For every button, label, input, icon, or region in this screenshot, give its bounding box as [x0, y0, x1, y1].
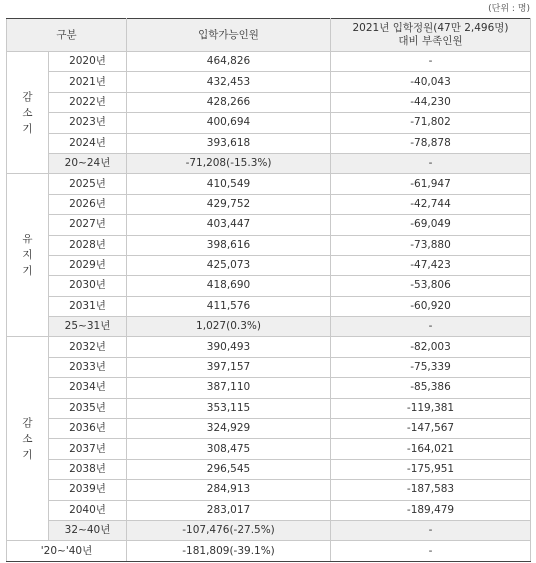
period-label-char: 기 — [22, 448, 33, 461]
shortfall-cell: -175,951 — [331, 459, 531, 479]
table-row — [7, 500, 531, 520]
period-label — [7, 174, 49, 337]
shortfall-cell: -61,947 — [331, 174, 531, 194]
table-row — [7, 92, 531, 112]
shortfall-cell: -187,583 — [331, 480, 531, 500]
table-row — [7, 480, 531, 500]
capacity-cell: 429,752 — [127, 194, 331, 214]
period-label-char: 기 — [22, 265, 33, 278]
year-cell: 2029년 — [49, 255, 127, 275]
capacity-cell: 393,618 — [127, 133, 331, 153]
capacity-cell: 308,475 — [127, 439, 331, 459]
period-label-char: 소 — [22, 432, 33, 445]
period-label — [7, 337, 49, 541]
year-cell: 2023년 — [49, 113, 127, 133]
table-header-row — [7, 19, 531, 52]
shortfall-cell: -82,003 — [331, 337, 531, 357]
table-row — [7, 113, 531, 133]
unit-label: (단위 : 명) — [488, 4, 530, 14]
subtotal-capacity: -107,476(-27.5%) — [127, 520, 331, 540]
capacity-cell: 425,073 — [127, 255, 331, 275]
table-row — [7, 419, 531, 439]
capacity-cell: 387,110 — [127, 378, 331, 398]
header-category: 구분 — [7, 19, 127, 52]
table-row — [7, 296, 531, 316]
capacity-cell: 410,549 — [127, 174, 331, 194]
period-label — [7, 52, 49, 174]
subtotal-shortfall: - — [331, 153, 531, 173]
year-cell: 2034년 — [49, 378, 127, 398]
year-cell: 2039년 — [49, 480, 127, 500]
table-row — [7, 235, 531, 255]
year-cell: 2020년 — [49, 52, 127, 72]
table-row — [7, 459, 531, 479]
subtotal-capacity: 1,027(0.3%) — [127, 317, 331, 337]
capacity-cell: 390,493 — [127, 337, 331, 357]
subtotal-row — [7, 153, 531, 173]
year-cell: 2025년 — [49, 174, 127, 194]
shortfall-cell: -42,744 — [331, 194, 531, 214]
period-label-char: 유 — [22, 233, 33, 246]
shortfall-cell: -73,880 — [331, 235, 531, 255]
year-cell: 2033년 — [49, 357, 127, 377]
table-row — [7, 215, 531, 235]
year-cell: 2021년 — [49, 72, 127, 92]
subtotal-row — [7, 520, 531, 540]
shortfall-cell: - — [331, 52, 531, 72]
capacity-cell: 397,157 — [127, 357, 331, 377]
total-shortfall: - — [331, 541, 531, 561]
table-row — [7, 378, 531, 398]
capacity-cell: 464,826 — [127, 52, 331, 72]
shortfall-cell: -147,567 — [331, 419, 531, 439]
header-capacity: 입학가능인원 — [127, 19, 331, 52]
capacity-cell: 418,690 — [127, 276, 331, 296]
header-shortfall — [331, 19, 531, 52]
capacity-cell: 296,545 — [127, 459, 331, 479]
table-row — [7, 337, 531, 357]
period-label-char: 감 — [22, 416, 33, 429]
capacity-cell: 400,694 — [127, 113, 331, 133]
capacity-cell: 284,913 — [127, 480, 331, 500]
enrollment-table — [6, 18, 531, 562]
year-cell: 2022년 — [49, 92, 127, 112]
shortfall-cell: -44,230 — [331, 92, 531, 112]
year-cell: 2024년 — [49, 133, 127, 153]
table-row — [7, 194, 531, 214]
subtotal-shortfall: - — [331, 317, 531, 337]
period-label-char: 지 — [22, 249, 33, 262]
capacity-cell: 428,266 — [127, 92, 331, 112]
table-row — [7, 439, 531, 459]
shortfall-cell: -78,878 — [331, 133, 531, 153]
period-label-char: 기 — [22, 122, 33, 135]
table-row — [7, 357, 531, 377]
capacity-cell: 283,017 — [127, 500, 331, 520]
year-cell: 2037년 — [49, 439, 127, 459]
capacity-cell: 353,115 — [127, 398, 331, 418]
capacity-cell: 398,616 — [127, 235, 331, 255]
year-cell: 2032년 — [49, 337, 127, 357]
subtotal-label: 25~31년 — [49, 317, 127, 337]
subtotal-label: 20~24년 — [49, 153, 127, 173]
year-cell: 2026년 — [49, 194, 127, 214]
table-row — [7, 276, 531, 296]
shortfall-cell: -40,043 — [331, 72, 531, 92]
shortfall-cell: -71,802 — [331, 113, 531, 133]
year-cell: 2031년 — [49, 296, 127, 316]
shortfall-cell: -60,920 — [331, 296, 531, 316]
table-row — [7, 133, 531, 153]
table-row — [7, 52, 531, 72]
shortfall-cell: -119,381 — [331, 398, 531, 418]
shortfall-cell: -189,479 — [331, 500, 531, 520]
total-row — [7, 541, 531, 561]
table-row — [7, 72, 531, 92]
period-label-char: 소 — [22, 106, 33, 119]
subtotal-capacity: -71,208(-15.3%) — [127, 153, 331, 173]
year-cell: 2028년 — [49, 235, 127, 255]
header-shortfall-line2: 대비 부족인원 — [398, 35, 463, 47]
shortfall-cell: -164,021 — [331, 439, 531, 459]
shortfall-cell: -69,049 — [331, 215, 531, 235]
shortfall-cell: -85,386 — [331, 378, 531, 398]
subtotal-label: 32~40년 — [49, 520, 127, 540]
total-capacity: -181,809(-39.1%) — [127, 541, 331, 561]
capacity-cell: 324,929 — [127, 419, 331, 439]
year-cell: 2036년 — [49, 419, 127, 439]
capacity-cell: 403,447 — [127, 215, 331, 235]
year-cell: 2030년 — [49, 276, 127, 296]
year-cell: 2040년 — [49, 500, 127, 520]
total-label: '20~'40년 — [7, 541, 127, 561]
year-cell: 2038년 — [49, 459, 127, 479]
table-row — [7, 398, 531, 418]
shortfall-cell: -47,423 — [331, 255, 531, 275]
table-body — [7, 52, 531, 562]
period-label-char: 감 — [22, 90, 33, 103]
shortfall-cell: -75,339 — [331, 357, 531, 377]
shortfall-cell: -53,806 — [331, 276, 531, 296]
table-row — [7, 174, 531, 194]
table-row — [7, 255, 531, 275]
subtotal-row — [7, 317, 531, 337]
year-cell: 2027년 — [49, 215, 127, 235]
header-shortfall-line1: 2021년 입학정원(47만 2,496명) — [352, 22, 509, 34]
capacity-cell: 432,453 — [127, 72, 331, 92]
year-cell: 2035년 — [49, 398, 127, 418]
capacity-cell: 411,576 — [127, 296, 331, 316]
subtotal-shortfall: - — [331, 520, 531, 540]
